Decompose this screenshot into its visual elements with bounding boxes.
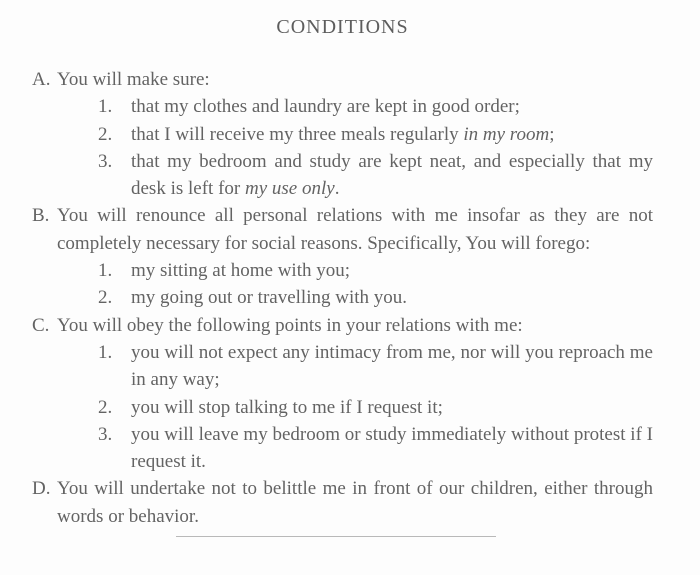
- subitem-a1-label: 1.: [98, 96, 113, 118]
- document-title: CONDITIONS: [276, 16, 409, 38]
- subitem-a3-label: 3.: [98, 150, 113, 172]
- bottom-divider: [176, 536, 496, 537]
- conditions-list: [32, 66, 653, 530]
- condition-subitem-b1: [98, 257, 653, 284]
- subitem-b2-text: my going out or travelling with you.: [131, 287, 408, 309]
- condition-subitem-a3: [98, 148, 653, 203]
- condition-item-c: [32, 312, 653, 476]
- subitem-c3-label: 3.: [98, 423, 113, 445]
- subitem-c3-text: you will leave my bedroom or study immediately without protest if I request it.: [131, 423, 653, 473]
- item-c-body: [57, 312, 653, 476]
- condition-item-a: [32, 66, 653, 202]
- subitem-a2-text: that I will receive my three meals regularly in my room;: [131, 123, 555, 145]
- subitem-b1-label: 1.: [98, 260, 113, 282]
- subitem-b2-label: 2.: [98, 287, 113, 309]
- condition-subitem-a1: [98, 93, 653, 120]
- subitem-a2-label: 2.: [98, 123, 113, 145]
- item-a-label: A.: [32, 69, 51, 90]
- condition-subitem-c3: [98, 421, 653, 476]
- condition-item-b: [32, 202, 653, 311]
- item-b-text: You will renounce all personal relations with me insofar as they are not completely necessary for social reasons. Specifically, You will forego:: [57, 205, 653, 254]
- item-a-text: You will make sure:: [57, 69, 210, 90]
- subitem-a1-text: that my clothes and laundry are kept in good order;: [131, 96, 520, 118]
- item-b-body: [57, 202, 653, 311]
- subitem-c2-label: 2.: [98, 396, 113, 418]
- item-c-label: C.: [32, 314, 50, 336]
- item-a-body: [57, 66, 653, 202]
- subitem-c1-label: 1.: [98, 341, 113, 363]
- item-c-text: You will obey the following points in your relations with me:: [57, 314, 523, 336]
- subitem-c2-text: you will stop talking to me if I request it;: [131, 396, 443, 418]
- subitem-a3-text: that my bedroom and study are kept neat, and especially that my desk is left for my use only.: [131, 150, 653, 200]
- subitem-c1-text: you will not expect any intimacy from me, nor will you reproach me in any way;: [131, 341, 653, 391]
- item-d-label: D.: [32, 478, 51, 500]
- condition-subitem-c2: [98, 394, 653, 421]
- item-d-text: You will undertake not to belittle me in front of our children, either through words or behavior.: [57, 478, 653, 527]
- item-d-body: [57, 475, 653, 530]
- subitem-b1-text: my sitting at home with you;: [131, 260, 351, 282]
- condition-subitem-c1: [98, 339, 653, 394]
- item-b-label: B.: [32, 205, 50, 227]
- condition-item-d: [32, 475, 653, 530]
- condition-subitem-b2: [98, 284, 653, 311]
- condition-subitem-a2: [98, 121, 653, 148]
